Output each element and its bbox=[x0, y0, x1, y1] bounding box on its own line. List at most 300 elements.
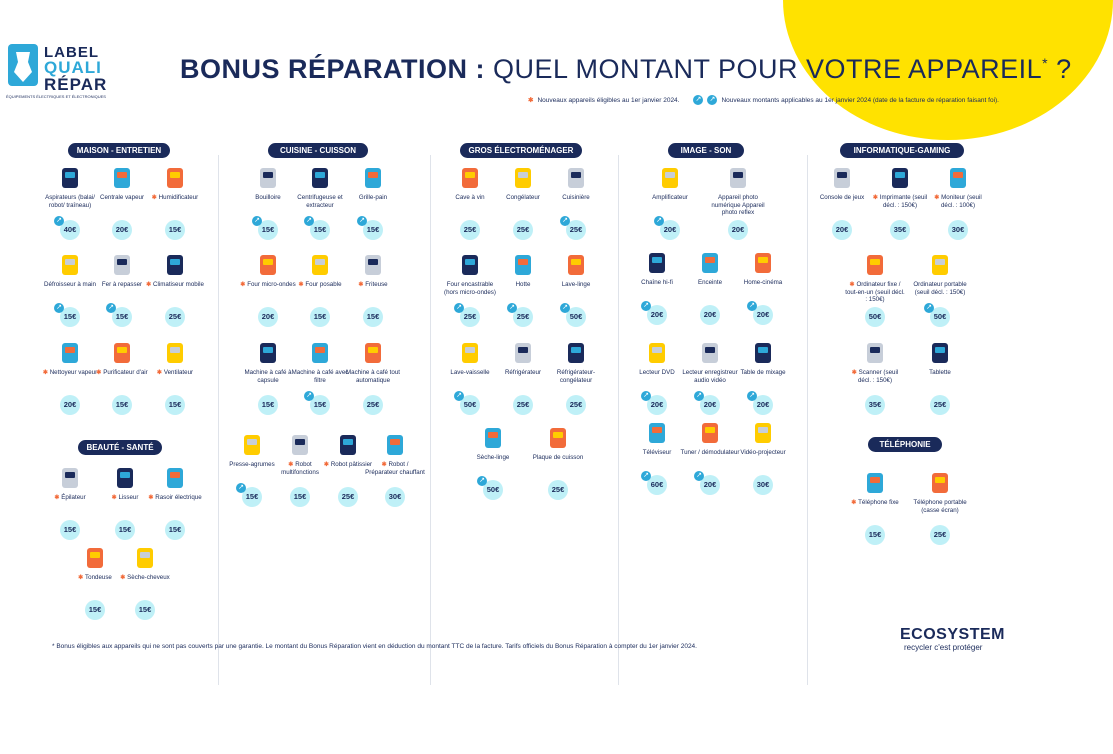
legend-arrow-text: Nouveaux montants applicables au 1er janvier 2024 (date de la facture de réparation faisant foi). bbox=[721, 96, 999, 104]
appliance-icon bbox=[162, 165, 188, 191]
price-badge: 25€ bbox=[930, 395, 950, 415]
appliance-label-text: Humidificateur bbox=[158, 194, 199, 201]
appliance-label-text: Grille-pain bbox=[358, 194, 388, 201]
appliance-label bbox=[365, 461, 425, 476]
price-badge: 50€ bbox=[930, 307, 950, 327]
price-badge: 20€ bbox=[832, 220, 852, 240]
price-badge: 20€ bbox=[258, 307, 278, 327]
appliance-label-text: Réfrigérateur-congélateur bbox=[556, 369, 596, 384]
appliance-label-text: Tondeuse bbox=[85, 574, 112, 581]
price-badge: 15€ bbox=[135, 600, 155, 620]
category-info: INFORMATIQUE-GAMING bbox=[840, 143, 964, 158]
appliance-icon bbox=[545, 425, 571, 451]
logo-subtitle: ÉQUIPEMENTS ÉLECTRIQUES ET ÉLECTRONIQUES bbox=[6, 94, 106, 99]
appliance-item bbox=[708, 165, 768, 217]
appliance-label bbox=[493, 194, 553, 202]
price-badge: 35€ bbox=[890, 220, 910, 240]
appliance-item bbox=[493, 252, 553, 289]
appliance-item bbox=[680, 340, 740, 384]
appliance-icon bbox=[109, 340, 135, 366]
appliance-label-text: Fer à repasser bbox=[101, 281, 143, 288]
appliance-item bbox=[145, 465, 205, 502]
appliance-item bbox=[92, 340, 152, 377]
category-beaute: BEAUTÉ - SANTÉ bbox=[78, 440, 162, 455]
appliance-label-text: Four encastrable (hors micro-ondes) bbox=[444, 281, 496, 296]
price-badge: 20€ bbox=[700, 305, 720, 325]
category-image: IMAGE - SON bbox=[668, 143, 744, 158]
appliance-label-text: Machine à café à capsule bbox=[244, 369, 292, 384]
price-badge: 25€ bbox=[566, 395, 586, 415]
appliance-icon bbox=[927, 340, 953, 366]
appliance-label bbox=[145, 494, 205, 502]
arrow-up-icon: ↗ bbox=[747, 301, 757, 311]
star-icon: ✱ bbox=[148, 494, 156, 501]
price-badge: 20€ bbox=[700, 475, 720, 495]
star-icon: ✱ bbox=[120, 574, 128, 581]
price-badge: 25€ bbox=[363, 395, 383, 415]
ecosystem-logo: ECOSYSTEM bbox=[900, 626, 1005, 643]
price-badge: 15€ bbox=[165, 395, 185, 415]
appliance-label-text: Four posable bbox=[305, 281, 342, 288]
appliance-label-text: Ordinateur portable (seuil décl. : 150€) bbox=[913, 281, 967, 296]
appliance-label-text: Hotte bbox=[515, 281, 531, 288]
appliance-label bbox=[845, 499, 905, 507]
appliance-label bbox=[290, 281, 350, 289]
appliance-label bbox=[640, 194, 700, 202]
price-badge: 15€ bbox=[865, 525, 885, 545]
appliance-label-text: Ventilateur bbox=[163, 369, 194, 376]
star-icon: ✱ bbox=[934, 194, 942, 201]
appliance-icon bbox=[697, 250, 723, 276]
appliance-icon bbox=[82, 545, 108, 571]
price-badge: 20€ bbox=[728, 220, 748, 240]
price-badge: 50€ bbox=[460, 395, 480, 415]
appliance-item bbox=[928, 165, 988, 209]
appliance-icon bbox=[862, 470, 888, 496]
appliance-label-text: Amplificateur bbox=[652, 194, 688, 201]
appliance-label-text: Centrale vapeur bbox=[99, 194, 145, 201]
star-icon: ✱ bbox=[54, 494, 62, 501]
appliance-item bbox=[680, 420, 740, 457]
appliance-label-text: Ordinateur fixe / tout-en-un (seuil décl. : 150€) bbox=[845, 281, 905, 303]
price-badge: 30€ bbox=[753, 475, 773, 495]
arrow-up-icon: ↗ bbox=[106, 303, 116, 313]
appliance-icon bbox=[750, 340, 776, 366]
appliance-icon bbox=[360, 165, 386, 191]
logo-line1: LABEL bbox=[44, 44, 99, 61]
arrow-up-icon: ↗ bbox=[304, 391, 314, 401]
price-badge: 40€ bbox=[60, 220, 80, 240]
appliance-item bbox=[546, 252, 606, 289]
price-badge: 15€ bbox=[363, 307, 383, 327]
arrow-up-icon: ↗ bbox=[54, 216, 64, 226]
appliance-label bbox=[145, 369, 205, 377]
appliance-icon bbox=[644, 250, 670, 276]
appliance-item bbox=[290, 252, 350, 289]
price-badge: 15€ bbox=[165, 220, 185, 240]
appliance-label bbox=[440, 194, 500, 202]
arrow-up-icon: ↗ bbox=[357, 216, 367, 226]
appliance-item bbox=[640, 165, 700, 202]
appliance-label bbox=[238, 369, 298, 384]
appliance-icon bbox=[132, 545, 158, 571]
appliance-icon bbox=[457, 340, 483, 366]
appliance-icon bbox=[657, 165, 683, 191]
logo-line2: QUALI bbox=[44, 58, 102, 77]
appliance-item bbox=[92, 252, 152, 289]
appliance-label bbox=[733, 369, 793, 377]
appliance-label-text: Vidéo-projecteur bbox=[740, 449, 786, 456]
appliance-label bbox=[92, 369, 152, 377]
appliance-label-text: Sèche-linge bbox=[476, 454, 510, 461]
appliance-label-text: Machine à café tout automatique bbox=[345, 369, 400, 384]
arrow-up-icon: ↗ bbox=[693, 95, 703, 105]
star-icon: ✱ bbox=[358, 281, 366, 288]
category-cuisine: CUISINE - CUISSON bbox=[268, 143, 368, 158]
appliance-item bbox=[528, 425, 588, 462]
appliance-item bbox=[627, 340, 687, 377]
title-end: ? bbox=[1048, 54, 1072, 84]
appliance-icon bbox=[255, 165, 281, 191]
arrow-up-icon: ↗ bbox=[694, 391, 704, 401]
appliance-item bbox=[546, 165, 606, 202]
appliance-label bbox=[528, 454, 588, 462]
appliance-label-text: Purificateur d'air bbox=[103, 369, 148, 376]
appliance-item bbox=[145, 252, 205, 289]
price-badge: 50€ bbox=[483, 480, 503, 500]
appliance-label bbox=[845, 369, 905, 384]
appliance-icon bbox=[162, 465, 188, 491]
appliance-icon bbox=[862, 252, 888, 278]
arrow-up-icon: ↗ bbox=[747, 391, 757, 401]
appliance-label-text: Lisseur bbox=[118, 494, 139, 501]
appliance-label bbox=[40, 281, 100, 289]
price-badge: 15€ bbox=[60, 307, 80, 327]
appliance-item bbox=[92, 165, 152, 202]
appliance-item bbox=[40, 252, 100, 289]
appliance-label bbox=[812, 194, 872, 202]
appliance-label-text: Téléviseur bbox=[642, 449, 672, 456]
price-badge: 20€ bbox=[700, 395, 720, 415]
appliance-icon bbox=[335, 432, 361, 458]
price-badge: 30€ bbox=[948, 220, 968, 240]
divider bbox=[618, 155, 619, 685]
appliance-icon bbox=[927, 470, 953, 496]
price-badge: 15€ bbox=[115, 520, 135, 540]
label-quali-repar-logo bbox=[6, 42, 118, 104]
legend bbox=[528, 95, 999, 105]
appliance-label bbox=[493, 281, 553, 289]
appliance-label-text: Bouilloire bbox=[255, 194, 281, 201]
price-badge: 50€ bbox=[865, 307, 885, 327]
appliance-icon bbox=[750, 420, 776, 446]
appliance-icon bbox=[307, 165, 333, 191]
star-icon: ✱ bbox=[323, 461, 331, 468]
appliance-item bbox=[343, 340, 403, 384]
star-icon: ✱ bbox=[849, 281, 857, 288]
appliance-label bbox=[238, 281, 298, 289]
appliance-icon bbox=[360, 252, 386, 278]
appliance-label-text: Tablette bbox=[929, 369, 951, 376]
appliance-label-text: Lave-linge bbox=[561, 281, 591, 288]
appliance-item bbox=[845, 340, 905, 384]
appliance-item bbox=[40, 465, 100, 502]
appliance-label-text: Chaîne hi-fi bbox=[641, 279, 673, 286]
appliance-item bbox=[493, 340, 553, 377]
arrow-up-icon: ↗ bbox=[694, 471, 704, 481]
appliance-item bbox=[290, 165, 350, 209]
price-badge: 50€ bbox=[566, 307, 586, 327]
appliance-icon bbox=[162, 252, 188, 278]
appliance-label-text: Climatiseur mobile bbox=[153, 281, 204, 288]
star-icon: ✱ bbox=[156, 369, 164, 376]
appliance-icon bbox=[162, 340, 188, 366]
appliance-item bbox=[680, 250, 740, 287]
appliance-icon bbox=[510, 252, 536, 278]
appliance-label-text: Cuisinière bbox=[562, 194, 590, 201]
price-badge: 20€ bbox=[647, 305, 667, 325]
appliance-item bbox=[733, 340, 793, 377]
appliance-icon bbox=[360, 340, 386, 366]
appliance-item bbox=[870, 165, 930, 209]
appliance-item bbox=[440, 340, 500, 377]
appliance-icon bbox=[927, 252, 953, 278]
appliance-icon bbox=[697, 340, 723, 366]
appliance-label-text: Épilateur bbox=[61, 494, 86, 501]
arrow-up-icon: ↗ bbox=[560, 216, 570, 226]
appliance-label-text: Imprimante (seuil décl. : 150€) bbox=[879, 194, 928, 209]
appliance-label-text: Four micro-ondes bbox=[247, 281, 296, 288]
appliance-item bbox=[238, 252, 298, 289]
price-badge: 15€ bbox=[112, 395, 132, 415]
appliance-label bbox=[92, 281, 152, 289]
appliance-label-text: Lave-vaisselle bbox=[450, 369, 490, 376]
star-icon: ✱ bbox=[146, 281, 153, 288]
appliance-label bbox=[440, 369, 500, 377]
appliance-label-text: Cave à vin bbox=[455, 194, 485, 201]
appliance-label-text: Aspirateurs (balai/ robot/ traîneau) bbox=[45, 194, 95, 209]
price-badge: 20€ bbox=[647, 395, 667, 415]
appliance-icon bbox=[829, 165, 855, 191]
appliance-label bbox=[238, 194, 298, 202]
appliance-item bbox=[910, 340, 970, 377]
appliance-label bbox=[870, 194, 930, 209]
appliance-label bbox=[145, 281, 205, 289]
ecosystem-tagline: recycler c'est protéger bbox=[904, 643, 983, 652]
appliance-label bbox=[928, 194, 988, 209]
price-badge: 20€ bbox=[60, 395, 80, 415]
appliance-icon bbox=[457, 165, 483, 191]
appliance-icon bbox=[510, 340, 536, 366]
wrench-logo-icon bbox=[6, 42, 40, 88]
appliance-icon bbox=[563, 340, 589, 366]
footnote: * Bonus éligibles aux appareils qui ne sont pas couverts par une garantie. Le montant du Bonus Réparation vient en déduction du montant TTC de la facture. Tarifs officiels du Bonus Réparation à compter du 1er janvier 2024. bbox=[52, 643, 697, 650]
title-asterisk: * bbox=[1042, 55, 1049, 71]
arrow-up-icon: ↗ bbox=[454, 303, 464, 313]
price-badge: 15€ bbox=[290, 487, 310, 507]
appliance-item bbox=[40, 340, 100, 377]
price-badge: 15€ bbox=[165, 520, 185, 540]
appliance-label bbox=[290, 369, 350, 384]
appliance-icon bbox=[57, 340, 83, 366]
appliance-item bbox=[440, 165, 500, 202]
arrow-up-icon: ↗ bbox=[252, 216, 262, 226]
price-badge: 60€ bbox=[647, 475, 667, 495]
appliance-label-text: Moniteur (seuil décl. : 100€) bbox=[940, 194, 982, 209]
appliance-label bbox=[627, 449, 687, 457]
appliance-label bbox=[546, 281, 606, 289]
appliance-label-text: Téléphone portable (casse écran) bbox=[913, 499, 967, 514]
appliance-icon bbox=[563, 252, 589, 278]
appliance-label bbox=[92, 194, 152, 202]
appliance-label bbox=[343, 369, 403, 384]
price-badge: 15€ bbox=[112, 307, 132, 327]
star-icon: ✱ bbox=[111, 494, 119, 501]
divider bbox=[218, 155, 219, 685]
star-icon: ✱ bbox=[42, 369, 50, 376]
price-badge: 25€ bbox=[513, 395, 533, 415]
appliance-icon bbox=[57, 165, 83, 191]
appliance-icon bbox=[750, 250, 776, 276]
appliance-label bbox=[40, 194, 100, 209]
appliance-icon bbox=[862, 340, 888, 366]
appliance-label-text: Tuner / démodulateur bbox=[680, 449, 740, 456]
appliance-label-text: Scanner (seuil décl. : 150€) bbox=[857, 369, 899, 384]
appliance-label-text: Enceinte bbox=[697, 279, 723, 286]
appliance-icon bbox=[457, 252, 483, 278]
appliance-label bbox=[40, 369, 100, 377]
appliance-item bbox=[238, 340, 298, 384]
star-icon: ✱ bbox=[151, 194, 159, 201]
price-badge: 30€ bbox=[385, 487, 405, 507]
appliance-label bbox=[680, 449, 740, 457]
arrow-up-icon: ↗ bbox=[304, 216, 314, 226]
appliance-icon bbox=[57, 252, 83, 278]
star-icon: ✱ bbox=[240, 281, 248, 288]
appliance-item bbox=[910, 470, 970, 514]
appliance-label bbox=[290, 194, 350, 209]
appliance-icon bbox=[255, 340, 281, 366]
arrow-up-icon: ↗ bbox=[641, 301, 651, 311]
arrow-up-icon: ↗ bbox=[641, 391, 651, 401]
arrow-up-icon: ↗ bbox=[560, 303, 570, 313]
price-badge: 15€ bbox=[310, 220, 330, 240]
appliance-label bbox=[680, 369, 740, 384]
appliance-icon bbox=[480, 425, 506, 451]
star-icon: ✱ bbox=[381, 461, 389, 468]
appliance-item bbox=[627, 250, 687, 287]
appliance-item bbox=[365, 432, 425, 476]
price-badge: 25€ bbox=[930, 525, 950, 545]
appliance-icon bbox=[725, 165, 751, 191]
appliance-label-text: Téléphone fixe bbox=[858, 499, 899, 506]
price-badge: 15€ bbox=[60, 520, 80, 540]
appliance-item bbox=[845, 470, 905, 507]
appliance-label bbox=[493, 369, 553, 377]
arrow-up-icon-2: ↗ bbox=[707, 95, 717, 105]
price-badge: 25€ bbox=[460, 307, 480, 327]
appliance-label bbox=[115, 574, 175, 582]
price-badge: 25€ bbox=[338, 487, 358, 507]
appliance-label-text: Réfrigérateur bbox=[504, 369, 542, 376]
appliance-icon bbox=[287, 432, 313, 458]
appliance-item bbox=[733, 250, 793, 287]
appliance-item bbox=[493, 165, 553, 202]
arrow-up-icon: ↗ bbox=[454, 391, 464, 401]
appliance-item bbox=[238, 165, 298, 202]
appliance-item bbox=[145, 165, 205, 202]
appliance-label bbox=[440, 281, 500, 296]
appliance-icon bbox=[57, 465, 83, 491]
appliance-icon bbox=[382, 432, 408, 458]
price-badge: 25€ bbox=[513, 307, 533, 327]
appliance-label bbox=[910, 281, 970, 296]
appliance-label-text: Lecteur DVD bbox=[639, 369, 675, 376]
logo-line3: RÉPAR bbox=[44, 75, 108, 94]
price-badge: 25€ bbox=[513, 220, 533, 240]
appliance-icon bbox=[239, 432, 265, 458]
appliance-item bbox=[812, 165, 872, 202]
appliance-icon bbox=[255, 252, 281, 278]
appliance-label bbox=[145, 194, 205, 202]
divider bbox=[807, 155, 808, 685]
category-gros: GROS ÉLECTROMÉNAGER bbox=[460, 143, 582, 158]
price-badge: 15€ bbox=[310, 307, 330, 327]
appliance-label-text: Sèche-cheveux bbox=[127, 574, 170, 581]
appliance-label bbox=[627, 369, 687, 377]
appliance-label-text: Rasoir électrique bbox=[155, 494, 202, 501]
star-icon: ✱ bbox=[851, 499, 859, 506]
appliance-label-text: Lecteur enregistreur audio vidéo bbox=[682, 369, 738, 384]
star-icon: ✱ bbox=[96, 369, 104, 376]
title-rest: QUEL MONTANT POUR VOTRE APPAREIL bbox=[485, 54, 1043, 84]
appliance-label bbox=[546, 369, 606, 384]
appliance-item bbox=[463, 425, 523, 462]
appliance-label bbox=[40, 494, 100, 502]
star-icon: ✱ bbox=[298, 281, 306, 288]
appliance-label-text: Home-cinéma bbox=[743, 279, 783, 286]
appliance-label bbox=[845, 281, 905, 304]
price-badge: 35€ bbox=[865, 395, 885, 415]
price-badge: 20€ bbox=[753, 305, 773, 325]
price-badge: 25€ bbox=[165, 307, 185, 327]
appliance-label bbox=[343, 194, 403, 202]
star-icon: ✱ bbox=[78, 574, 86, 581]
appliance-label-text: Défroisseur à main bbox=[44, 281, 96, 288]
appliance-label bbox=[733, 449, 793, 457]
appliance-label-text: Console de jeux bbox=[819, 194, 865, 201]
price-badge: 25€ bbox=[566, 220, 586, 240]
arrow-up-icon: ↗ bbox=[54, 303, 64, 313]
appliance-item bbox=[290, 340, 350, 384]
appliance-label-text: Friteuse bbox=[365, 281, 388, 288]
price-badge: 15€ bbox=[310, 395, 330, 415]
appliance-icon bbox=[887, 165, 913, 191]
appliance-label-text: Congélateur bbox=[506, 194, 540, 201]
appliance-label bbox=[680, 279, 740, 287]
price-badge: 20€ bbox=[660, 220, 680, 240]
appliance-label-text: Nettoyeur vapeur bbox=[49, 369, 98, 376]
appliance-item bbox=[627, 420, 687, 457]
price-badge: 15€ bbox=[258, 220, 278, 240]
star-icon: ✱ bbox=[288, 461, 296, 468]
appliance-item bbox=[845, 252, 905, 304]
price-badge: 15€ bbox=[242, 487, 262, 507]
arrow-up-icon: ↗ bbox=[236, 483, 246, 493]
price-badge: 20€ bbox=[112, 220, 132, 240]
price-badge: 25€ bbox=[460, 220, 480, 240]
appliance-label bbox=[463, 454, 523, 462]
